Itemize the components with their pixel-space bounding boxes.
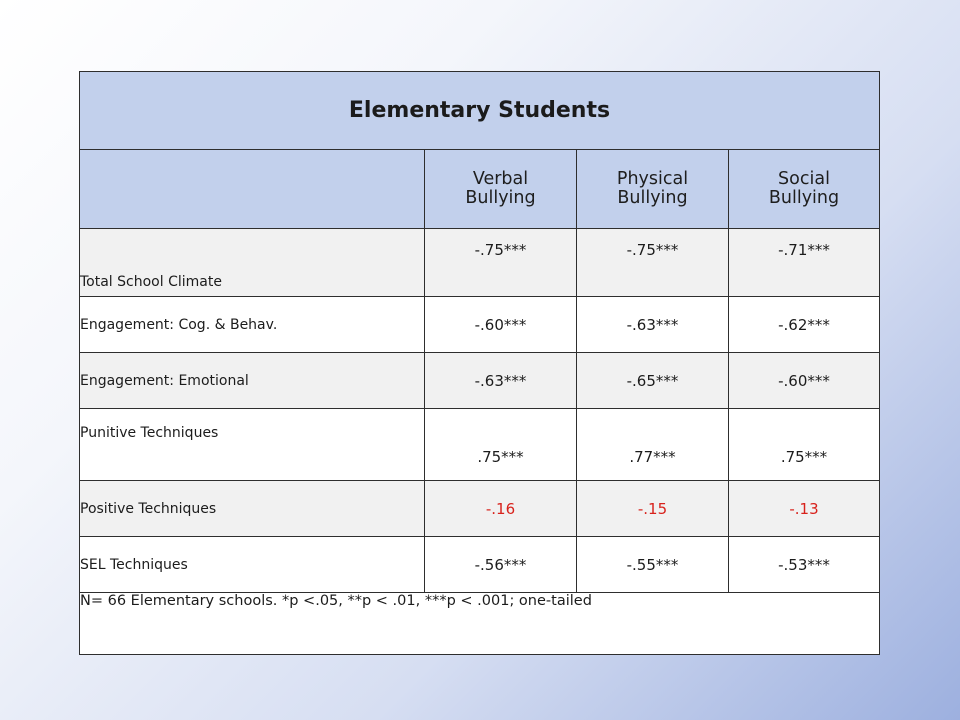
table-cell: -.65*** bbox=[577, 353, 729, 409]
table-cell: -.60*** bbox=[425, 297, 577, 353]
table-cell: -.55*** bbox=[577, 537, 729, 593]
table-row bbox=[80, 481, 880, 537]
table-row bbox=[80, 297, 880, 353]
row-label: Punitive Techniques bbox=[80, 409, 425, 481]
row-label: SEL Techniques bbox=[80, 537, 425, 593]
table-cell: -.56*** bbox=[425, 537, 577, 593]
row-label: Engagement: Emotional bbox=[80, 353, 425, 409]
header-blank-cell bbox=[80, 150, 425, 229]
column-header-verbal bbox=[425, 150, 577, 229]
table-cell: -.53*** bbox=[729, 537, 880, 593]
row-label: Engagement: Cog. & Behav. bbox=[80, 297, 425, 353]
table-row bbox=[80, 353, 880, 409]
table-note-cell bbox=[80, 593, 880, 655]
table-cell: .75*** bbox=[729, 409, 880, 481]
table-cell: -.63*** bbox=[577, 297, 729, 353]
table-cell: -.75*** bbox=[577, 229, 729, 297]
row-label: Total School Climate bbox=[80, 229, 425, 297]
row-label: Positive Techniques bbox=[80, 481, 425, 537]
table-cell: -.71*** bbox=[729, 229, 880, 297]
table-footnote: N= 66 Elementary schools. *p <.05, **p < .01, ***p < .001; one-tailed bbox=[80, 593, 592, 609]
column-header-line: Verbal bbox=[472, 168, 529, 189]
table-cell-highlight: -.16 bbox=[425, 481, 577, 537]
table-row bbox=[80, 409, 880, 481]
column-header-row bbox=[80, 150, 880, 229]
column-header-line: Bullying bbox=[768, 188, 840, 208]
table-cell: -.62*** bbox=[729, 297, 880, 353]
table-cell: -.60*** bbox=[729, 353, 880, 409]
table-cell-highlight: -.13 bbox=[729, 481, 880, 537]
table-row bbox=[80, 229, 880, 297]
table-cell-highlight: -.15 bbox=[577, 481, 729, 537]
table-cell: -.63*** bbox=[425, 353, 577, 409]
table-cell: -.75*** bbox=[425, 229, 577, 297]
table-row bbox=[80, 537, 880, 593]
table-title-row bbox=[80, 72, 880, 150]
table-cell: .75*** bbox=[425, 409, 577, 481]
table-cell: .77*** bbox=[577, 409, 729, 481]
table-note-row bbox=[80, 593, 880, 655]
correlation-table bbox=[79, 71, 880, 655]
column-header-line: Social bbox=[778, 168, 830, 189]
column-header-line: Bullying bbox=[617, 188, 688, 208]
column-header-line: Bullying bbox=[465, 188, 536, 208]
column-header-physical bbox=[577, 150, 729, 229]
column-header-social bbox=[729, 150, 880, 229]
table-title: Elementary Students bbox=[80, 72, 880, 150]
column-header-line: Physical bbox=[616, 168, 689, 189]
